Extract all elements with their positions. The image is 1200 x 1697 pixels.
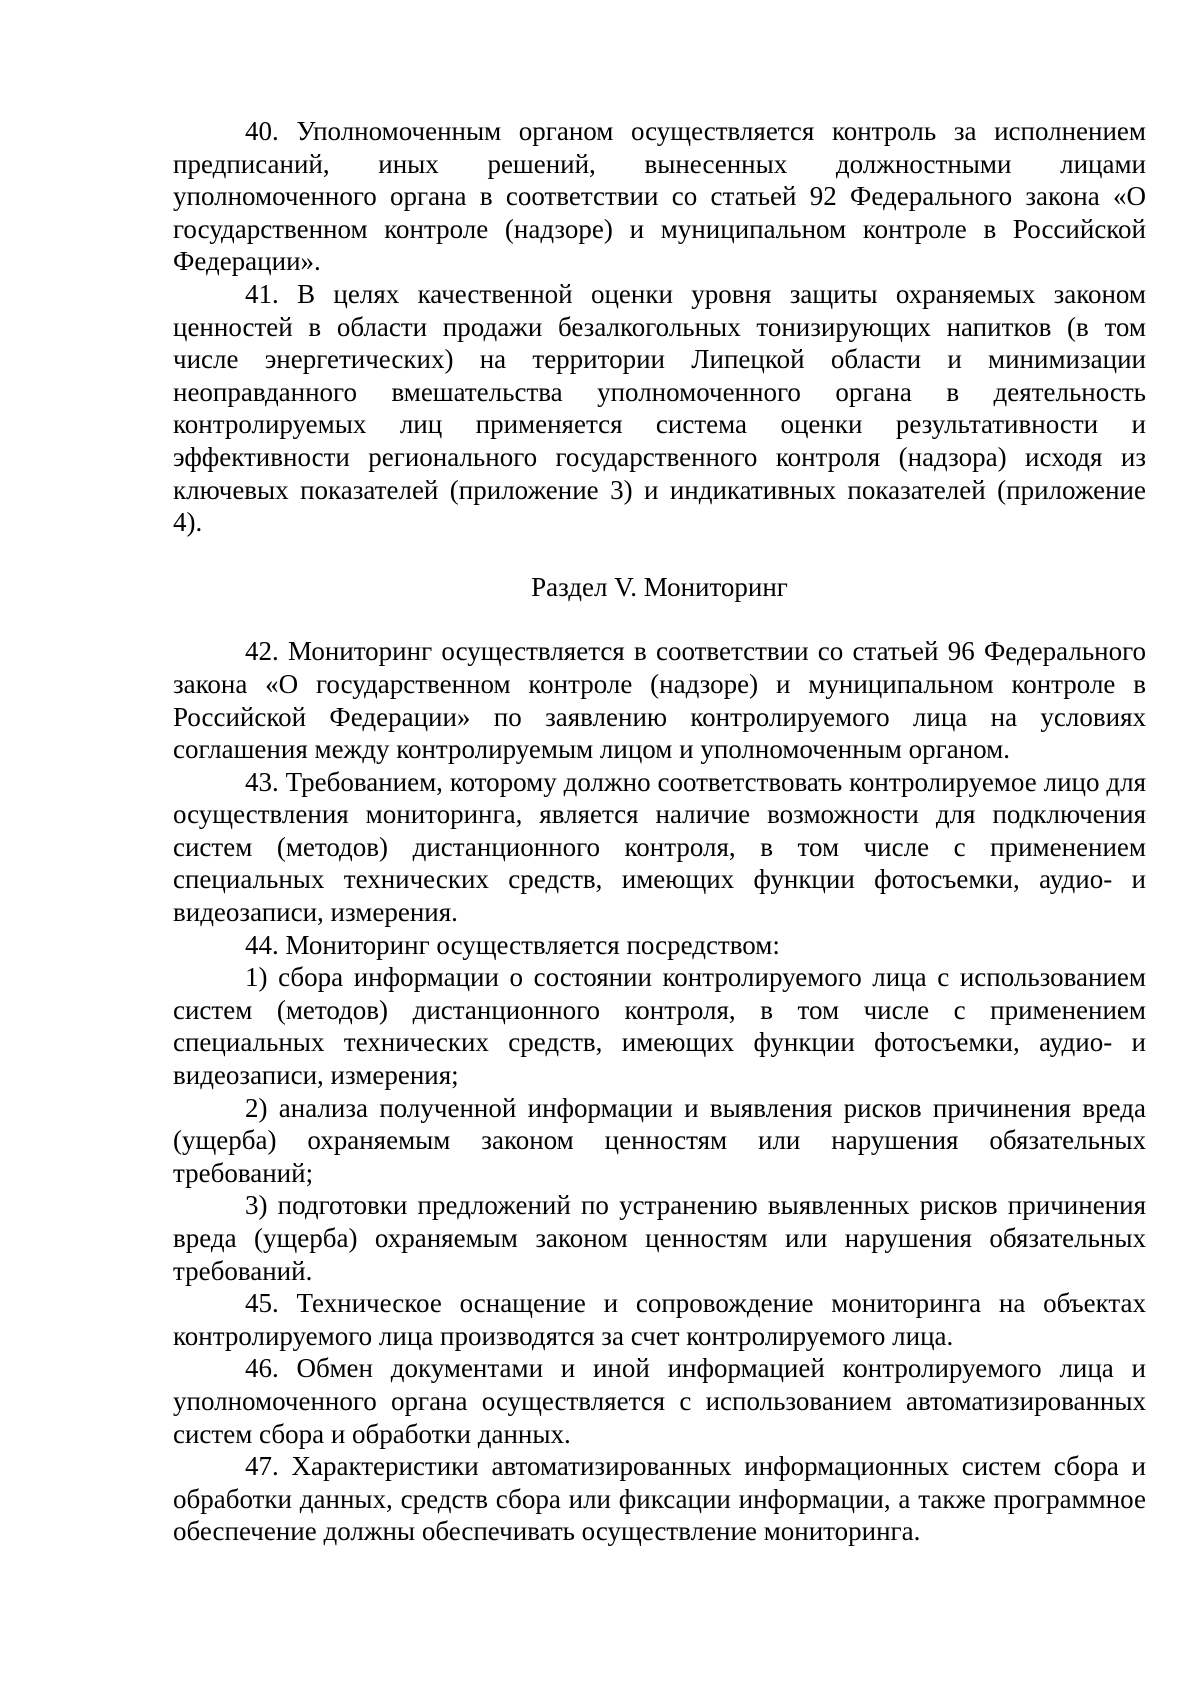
list-item-2: 2) анализа полученной информации и выявления рисков причинения вреда (ущерба) охраняемым законом ценностям или нарушения обязательных требований; (173, 1092, 1146, 1188)
list-item-3: 3) подготовки предложений по устранению выявленных рисков причинения вреда (ущерба) охраняемым законом ценностям или нарушения обязательных требований. (173, 1190, 1146, 1286)
paragraph-41: 41. В целях качественной оценки уровня защиты охраняемых законом ценностей в области продажи безалкогольных тонизирующих напитков (в том числе энергетических) на территории Липецкой области и минимизации неоправданного вмешательства уполномоченного органа в деятельность контролируемых лиц применяется система оценки результативности и эффективности регионального государственного контроля (надзора) исходя из ключевых показателей (приложение 3) и индикативных показателей (приложение 4). (173, 278, 1146, 538)
paragraph-47: 47. Характеристики автоматизированных информационных систем сбора и обработки данных, средств сбора или фиксации информации, а также программное обеспечение должны обеспечивать осуществление мониторинга. (173, 1451, 1146, 1547)
paragraph-45: 45. Техническое оснащение и сопровождение мониторинга на объектах контролируемого лица производятся за счет контролируемого лица. (173, 1288, 1146, 1351)
paragraph-40: 40. Уполномоченным органом осуществляется контроль за исполнением предписаний, иных решений, вынесенных должностными лицами уполномоченного органа в соответствии со статьей 92 Федерального закона «О государственном контроле (надзоре) и муниципальном контроле в Российской Федерации». (173, 116, 1146, 277)
list-item-1: 1) сбора информации о состоянии контролируемого лица с использованием систем (методов) дистанционного контроля, в том числе с применением специальных технических средств, имеющих функции фотосъемки, аудио- и видеозаписи, измерения; (173, 962, 1146, 1091)
paragraph-43: 43. Требованием, которому должно соответствовать контролируемое лицо для осуществления мониторинга, является наличие возможности для подключения систем (методов) дистанционного контроля, в том числе с применением специальных технических средств, имеющих функции фотосъемки, аудио- и видеозаписи, измерения. (173, 766, 1146, 928)
paragraph-44: 44. Мониторинг осуществляется посредством: (245, 929, 780, 960)
section-heading: Раздел V. Мониторинг (531, 571, 788, 602)
document-body (173, 115, 1146, 1548)
paragraph-42: 42. Мониторинг осуществляется в соответствии со статьей 96 Федерального закона «О государственном контроле (надзоре) и муниципальном контроле в Российской Федерации» по заявлению контролируемого лица на условиях соглашения между контролируемым лицом и уполномоченным органом. (173, 636, 1146, 765)
paragraph-46: 46. Обмен документами и иной информацией контролируемого лица и уполномоченного органа осуществляется с использованием автоматизированных систем сбора и обработки данных. (173, 1353, 1146, 1449)
